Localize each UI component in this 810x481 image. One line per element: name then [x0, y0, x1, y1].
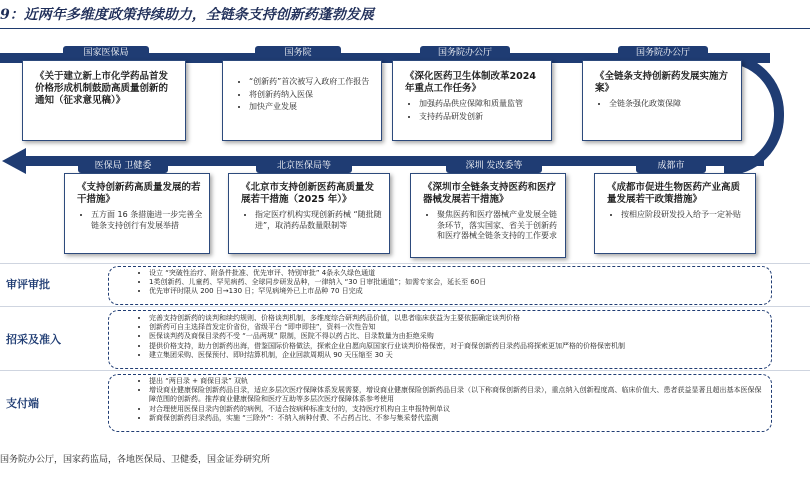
section-bullets [109, 311, 771, 360]
card-title: 《深化医药卫生体制改革2024年重点工作任务》 [405, 71, 536, 94]
section-box-procurement [108, 310, 772, 369]
bullet: • 对合理使用医保目录内创新药的病例，不适合按病种标准支付的，支持医疗机构自主申报特例单议 [149, 405, 763, 414]
bullet: • 指定医疗机构实现创新药械 “随批随进”，取消药品数量限制等 [255, 210, 383, 231]
bullet: • 提出 “两目录 + 商保目录” 双轨 [149, 377, 763, 386]
tag-pill-top-3: 国务院办公厅 [420, 46, 510, 60]
policy-card-top-2 [222, 60, 382, 141]
section-separator [0, 370, 810, 371]
bullet: • 完善支持创新药的谈判和续约规则、价格谈判机制，多维度综合研判药品价值，以患者临床获益为主要依据确定谈判价格 [149, 314, 763, 323]
bullet: • 将创新药纳入医保 [249, 90, 375, 101]
card-title: 《支持创新药高质量发展的若干措施》 [77, 182, 201, 205]
tag-pill-bottom-4: 成都市 [636, 159, 706, 173]
card-bullets [411, 210, 565, 242]
policy-card-bottom-1 [64, 173, 210, 254]
tag-pill-top-2: 国务院 [255, 46, 341, 60]
card-bullets [223, 61, 381, 113]
tag-pill-bottom-2: 北京医保局等 [256, 159, 352, 173]
section-label-payment: 支付端 [6, 397, 39, 410]
bullet: • 按相应阶段研发投入给予一定补贴 [621, 210, 749, 221]
section-bullets [109, 375, 771, 423]
bullet: • 1类创新药、儿童药、罕见病药、全球同步研发品种，一律纳入 “30 日审批通道”；如需专家会，延长至 60日 [149, 278, 763, 287]
bullet: • 支持药品研发创新 [419, 112, 545, 123]
card-title: 《成都市促进生物医药产业高质量发展若干政策措施》 [607, 182, 741, 205]
tag-pill-bottom-3: 深圳 发改委等 [446, 159, 542, 173]
bullet: • 创新药可自主选择首发定价省份，省级平台 “即申即挂”，资料一次性告知 [149, 323, 763, 332]
policy-card-bottom-4 [594, 173, 756, 254]
bullet: • “创新药”首次被写入政府工作报告 [249, 77, 375, 88]
section-separator [0, 306, 810, 307]
card-bullets [583, 99, 741, 110]
tag-pill-bottom-1: 医保局 卫健委 [78, 159, 168, 173]
title-rule [0, 28, 810, 29]
bullet: • 设立 “突破性治疗、附条件批准、优先审评、特别审批” 4条永久绿色通道 [149, 269, 763, 278]
flow-arrowhead-left [2, 148, 26, 174]
section-box-review [108, 266, 772, 305]
section-label-review: 审评审批 [6, 278, 50, 291]
card-title: 《全链条支持创新药发展实施方案》 [595, 71, 729, 94]
card-bullets [393, 99, 551, 122]
bullet: • 加快产业发展 [249, 102, 375, 113]
policy-card-top-1 [22, 60, 186, 141]
policy-card-top-3 [392, 60, 552, 141]
section-bullets [109, 267, 771, 297]
source-note: 国务院办公厅，国家药监局，各地医保局、卫健委，国金证券研究所 [0, 455, 271, 465]
section-box-payment [108, 374, 772, 432]
card-bullets [229, 210, 389, 231]
bullet: • 新商保创新药目录药品，实施 “三除外”：不纳入病种付费、不占药占比、不参与集采替代监测 [149, 414, 763, 423]
policy-card-top-4 [582, 60, 742, 141]
section-label-procurement: 招采及准入 [6, 333, 61, 346]
card-title: 《深圳市全链条支持医药和医疗器械发展若干措施》 [423, 182, 557, 205]
bullet: • 医保谈判药及商保目录药不受 “一品两规” 限制，医院不得以药占比、目录数量为由拒绝采购 [149, 332, 763, 341]
policy-card-bottom-2 [228, 173, 390, 254]
bullet: • 建立集团采购、医保预付、即时结算机制，企业回款周期从 90 天压缩至 30 天 [149, 351, 763, 360]
card-bullets [595, 210, 755, 221]
card-title: 《关于建立新上市化学药品首发价格形成机制鼓励高质量创新的通知（征求意见稿）》 [35, 71, 169, 106]
figure-title: 9：近两年多维度政策持续助力，全链条支持创新药蓬勃发展 [0, 7, 374, 23]
bullet: • 提供价格支持，助力创新药出海，借鉴国际价格做法，探索企业自愿向原国家行业谈判价格保密，对于商保创新药目录药品将探索更加严格的价格保密机制 [149, 342, 763, 351]
bullet: • 增设商业健康保险创新药品目录，适应多层次医疗保障体系发展需要，增设商业健康保险创新药品目录（以下称商保创新药目录），重点纳入创新程度高、临床价值大、患者获益显著且超出基本医保保障范围的创新药。推荐商业健康保险和医疗互助等多层次医疗保障体系参考使用 [149, 386, 763, 404]
tag-pill-top-4: 国务院办公厅 [618, 46, 708, 60]
policy-card-bottom-3 [410, 173, 566, 258]
section-separator [0, 263, 810, 264]
bullet: • 五方面 16 条措施进一步完善全链条支持创行有发展举措 [91, 210, 203, 231]
card-title: 《北京市支持创新医药高质量发展若干措施（2025 年）》 [241, 182, 375, 205]
tag-pill-top-1: 国家医保局 [63, 46, 149, 60]
bullet: • 加强药品供应保障和质量监管 [419, 99, 545, 110]
bullet: • 优先审评时限从 200 日→130 日；罕见病境外已上市品种 70 日完成 [149, 287, 763, 296]
bullet: • 聚焦医药和医疗器械产业发展全链条环节，落实国家、省关于创新药和医疗器械全链条支持的工作要求 [437, 210, 559, 242]
card-bullets [65, 210, 209, 231]
bullet: • 全链条强化政策保障 [609, 99, 735, 110]
